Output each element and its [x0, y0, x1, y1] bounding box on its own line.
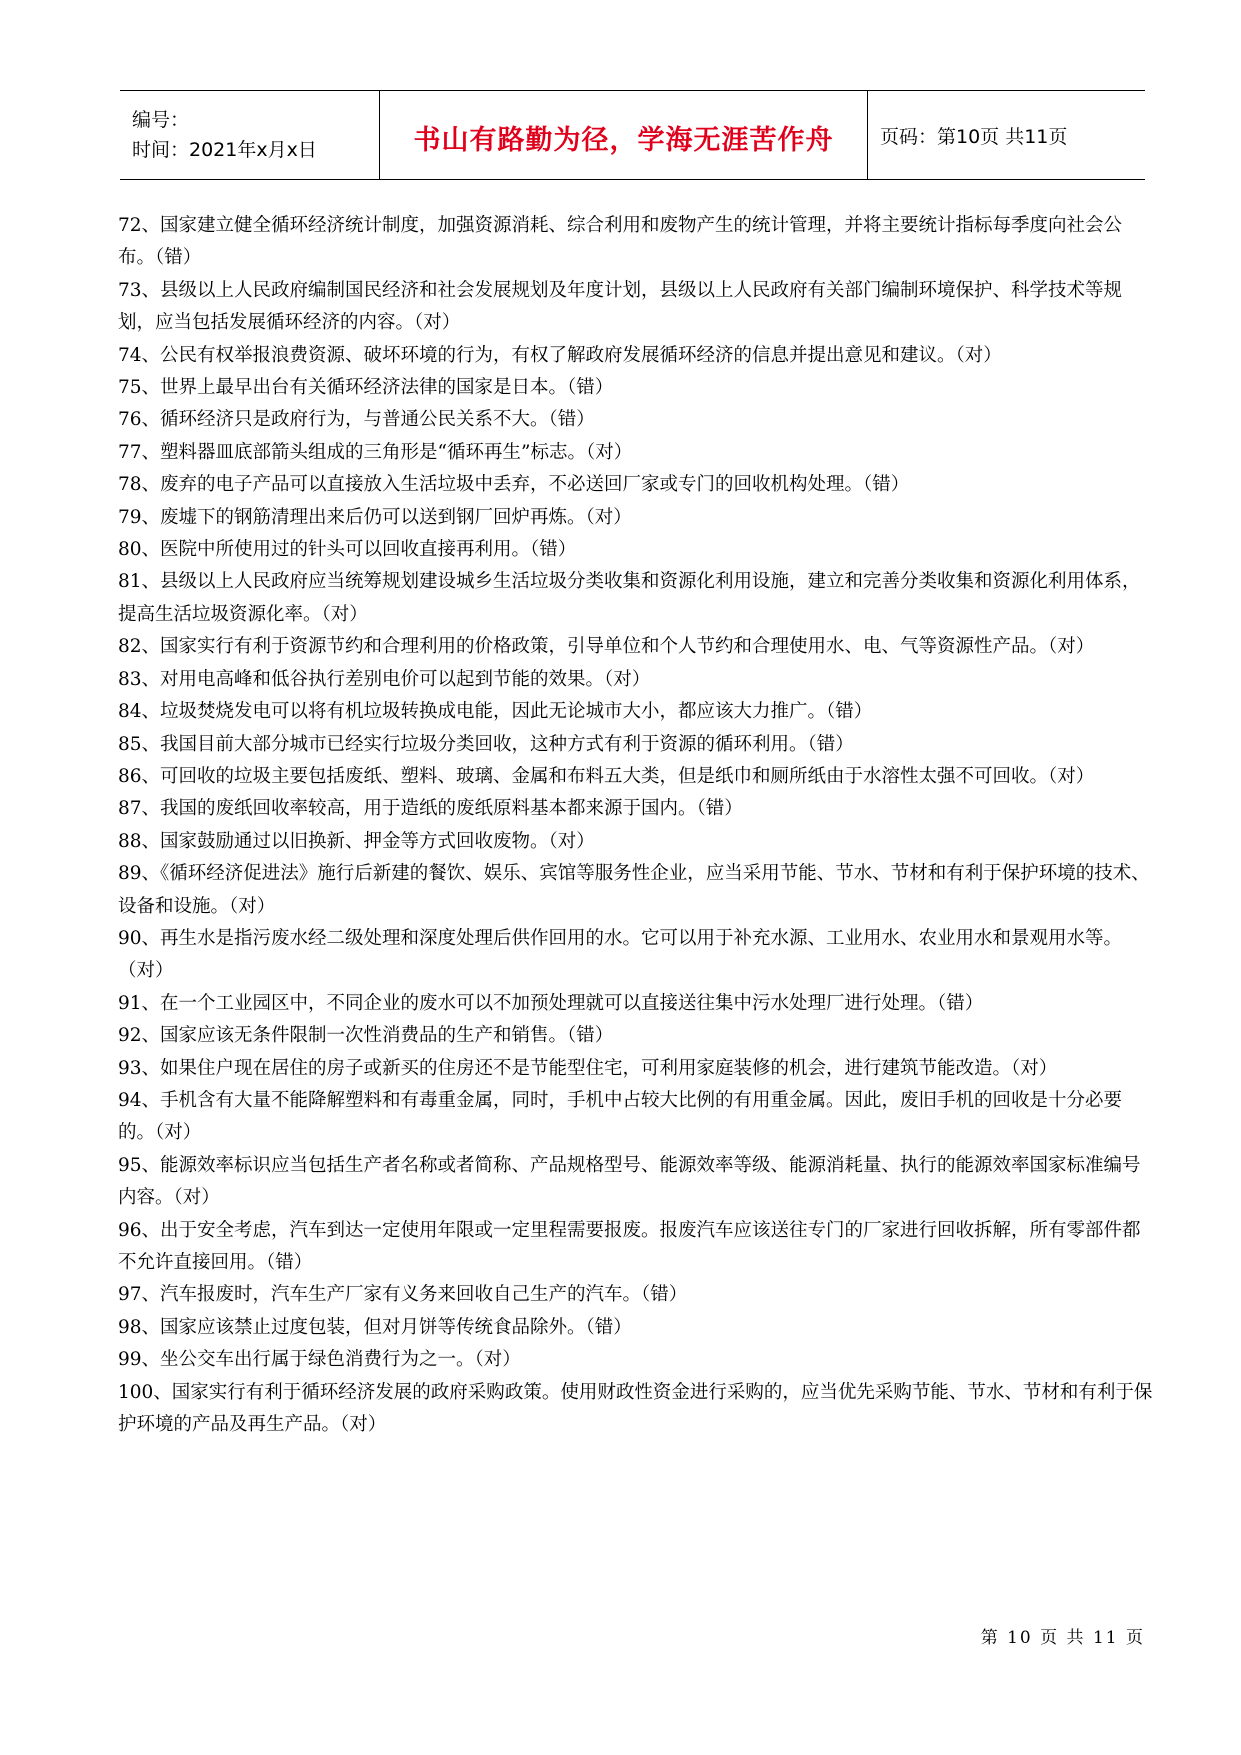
list-item: 97、汽车报废时，汽车生产厂家有义务来回收自己生产的汽车。（错） — [118, 1284, 688, 1306]
list-item: 77、塑料器皿底部箭头组成的三角形是“循环再生”标志。（对） — [118, 441, 633, 463]
list-item: 74、公民有权举报浪费资源、破坏环境的行为，有权了解政府发展循环经济的信息并提出意见和建议。（对） — [118, 344, 1002, 366]
list-item: 72、国家建立健全循环经济统计制度，加强资源消耗、综合利用和废物产生的统计管理，并将主要统计指标每季度向社会公布。（错） — [118, 215, 1123, 269]
list-item: 95、能源效率标识应当包括生产者名称或者简称、产品规格型号、能源效率等级、能源消耗量、执行的能源效率国家标准编号内容。（对） — [118, 1154, 1141, 1209]
list-item: 93、如果住户现在居住的房子或新买的住房还不是节能型住宅，可利用家庭装修的机会，进行建筑节能改造。（对） — [118, 1057, 1058, 1079]
page-footer: 第 10 页 共 11 页 — [980, 1628, 1145, 1648]
list-item: 100、国家实行有利于循环经济发展的政府采购政策。使用财政性资金进行采购的，应当优先采购节能、节水、节材和有利于保护环境的产品及再生产品。（对） — [118, 1381, 1153, 1436]
list-item: 99、坐公交车出行属于绿色消费行为之一。（对） — [118, 1349, 521, 1371]
list-item: 76、循环经济只是政府行为，与普通公民关系不大。（错） — [118, 409, 595, 431]
list-item: 86、可回收的垃圾主要包括废纸、塑料、玻璃、金属和布料五大类，但是纸巾和厕所纸由于水溶性太强不可回收。（对） — [118, 765, 1095, 787]
list-item: 75、世界上最早出台有关循环经济法律的国家是日本。（错） — [118, 377, 614, 399]
document-time-label: 时间：2021年x月x日 — [132, 139, 317, 161]
list-item: 94、手机含有大量不能降解塑料和有毒重金属，同时，手机中占较大比例的有用重金属。因此，废旧手机的回收是十分必要的。（对） — [118, 1089, 1123, 1144]
list-item: 96、出于安全考虑，汽车到达一定使用年限或一定里程需要报废。报废汽车应该送往专门的厂家进行回收拆解，所有零部件都不允许直接回用。（错） — [118, 1219, 1141, 1273]
list-item: 78、废弃的电子产品可以直接放入生活垃圾中丢弃，不必送回厂家或专门的回收机构处理。（错） — [118, 474, 910, 496]
header-motto: 书山有路勤为径，学海无涯苦作舟 — [413, 124, 834, 156]
header-page-info: 页码：第10页 共11页 — [880, 125, 1068, 148]
list-item: 82、国家实行有利于资源节约和合理利用的价格政策，引导单位和个人节约和合理使用水、电、气等资源性产品。（对） — [118, 636, 1095, 658]
list-item: 81、县级以上人民政府应当统筹规划建设城乡生活垃圾分类收集和资源化利用设施，建立和完善分类收集和资源化利用体系，提高生活垃圾资源化率。（对） — [118, 571, 1141, 625]
list-item: 87、我国的废纸回收率较高，用于造纸的废纸原料基本都来源于国内。（错） — [118, 798, 743, 820]
list-item: 84、垃圾焚烧发电可以将有机垃圾转换成电能，因此无论城市大小，都应该大力推广。（错） — [118, 701, 873, 723]
list-item: 89、《循环经济促进法》施行后新建的餐饮、娱乐、宾馆等服务性企业，应当采用节能、节水、节材和有利于保护环境的技术、设备和设施。（对） — [118, 863, 1150, 917]
header-motto-cell — [380, 91, 868, 179]
list-item: 92、国家应该无条件限制一次性消费品的生产和销售。（错） — [118, 1025, 614, 1047]
list-item: 79、废墟下的钢筋清理出来后仍可以送到钢厂回炉再炼。（对） — [118, 506, 632, 528]
list-item: 90、再生水是指污废水经二级处理和深度处理后供作回用的水。它可以用于补充水源、工业用水、农业用水和景观用水等。（对） — [118, 927, 1123, 982]
list-item: 83、对用电高峰和低谷执行差别电价可以起到节能的效果。（对） — [118, 668, 651, 690]
header-meta — [120, 91, 380, 179]
header-page-info-cell — [868, 91, 1145, 179]
question-list — [118, 210, 1153, 1441]
list-item: 88、国家鼓励通过以旧换新、押金等方式回收废物。（对） — [118, 830, 595, 852]
list-item: 91、在一个工业园区中，不同企业的废水可以不加预处理就可以直接送往集中污水处理厂进行处理。（错） — [118, 992, 984, 1014]
page-header — [120, 90, 1145, 180]
document-number-label: 编号： — [132, 109, 190, 131]
list-item: 73、县级以上人民政府编制国民经济和社会发展规划及年度计划，县级以上人民政府有关部门编制环境保护、科学技术等规划，应当包括发展循环经济的内容。（对） — [118, 279, 1123, 334]
list-item: 98、国家应该禁止过度包装，但对月饼等传统食品除外。（错） — [118, 1316, 632, 1338]
list-item: 80、医院中所使用过的针头可以回收直接再利用。（错） — [118, 539, 577, 561]
list-item: 85、我国目前大部分城市已经实行垃圾分类回收，这种方式有利于资源的循环利用。（错） — [118, 733, 854, 755]
